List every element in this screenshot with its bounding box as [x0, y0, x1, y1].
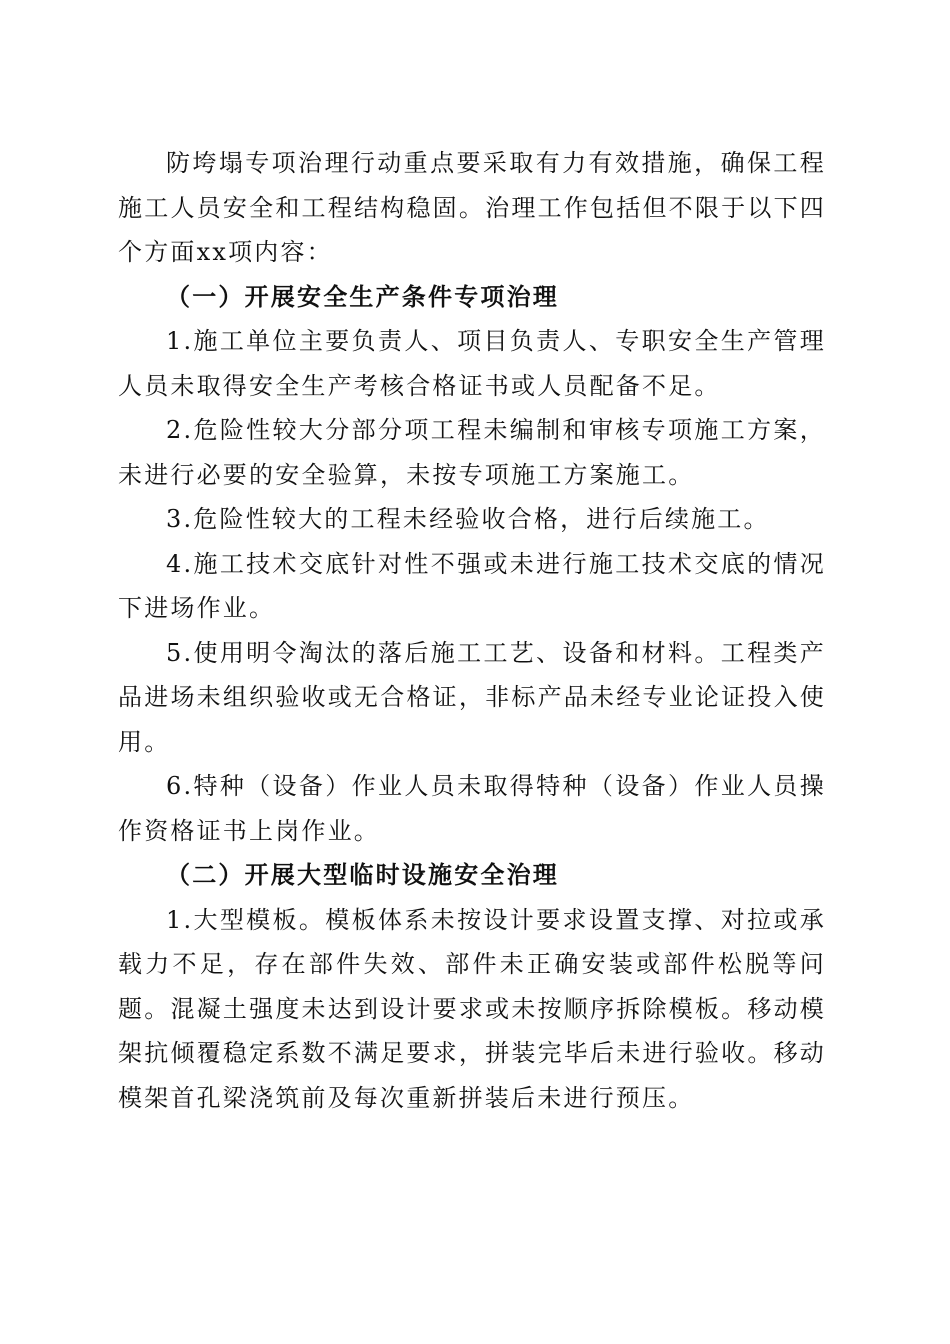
- section-2-item-1: 1.大型模板。模板体系未按设计要求设置支撑、对拉或承载力不足，存在部件失效、部件未正确安装或部件松脱等问题。混凝土强度未达到设计要求或未按顺序拆除模板。移动模架抗倾覆稳定系数不满足要求，拼装完毕后未进行验收。移动模架首孔梁浇筑前及每次重新拼装后未进行预压。: [118, 905, 826, 1112]
- document-body: [118, 141, 826, 1120]
- section-1-item-6: 6.特种（设备）作业人员未取得特种（设备）作业人员操作资格证书上岗作业。: [118, 772, 826, 845]
- section-1-item-3: 3.危险性较大的工程未经验收合格，进行后续施工。: [166, 505, 770, 533]
- section-1-item-2: 2.危险性较大分部分项工程未编制和审核专项施工方案，未进行必要的安全验算，未按专项施工方案施工。: [118, 416, 826, 489]
- section-1-item-5: 5.使用明令淘汰的落后施工工艺、设备和材料。工程类产品进场未组织验收或无合格证，非标产品未经专业论证投入使用。: [118, 638, 826, 756]
- section-1-item-4: 4.施工技术交底针对性不强或未进行施工技术交底的情况下进场作业。: [118, 549, 826, 622]
- section-1-heading: （一）开展安全生产条件专项治理: [166, 281, 559, 311]
- section-1-item-1: 1.施工单位主要负责人、项目负责人、专职安全生产管理人员未取得安全生产考核合格证书或人员配备不足。: [118, 327, 826, 400]
- intro-paragraph: 防垮塌专项治理行动重点要采取有力有效措施，确保工程施工人员安全和工程结构稳固。治理工作包括但不限于以下四个方面xx项内容：: [118, 149, 826, 266]
- section-2-heading: （二）开展大型临时设施安全治理: [166, 860, 559, 889]
